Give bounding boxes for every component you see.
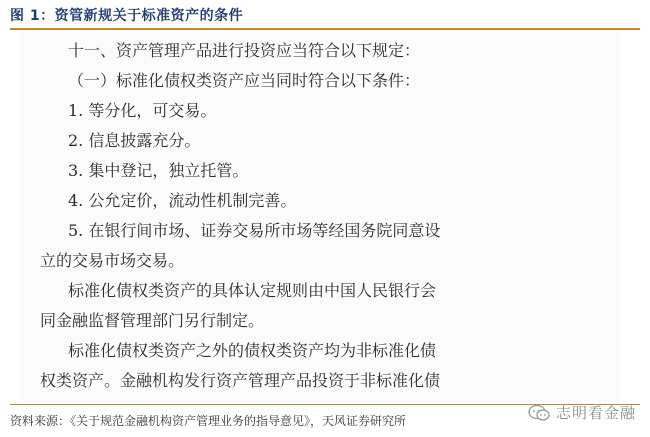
watermark	[528, 402, 636, 423]
doc-line-7: 5. 在银行间市场、证券交易所市场等经国务院同意设	[68, 221, 441, 240]
doc-line-6: 4. 公允定价，流动性机制完善。	[68, 191, 297, 210]
title-divider	[10, 28, 640, 30]
doc-line-10: 同金融监督管理部门另行制定。	[40, 311, 265, 330]
doc-line-5: 3. 集中登记，独立托管。	[68, 161, 249, 180]
source-note: 资料来源：《关于规范金融机构资产管理业务的指导意见》，天风证券研究所	[10, 414, 407, 428]
doc-line-11: 标准化债权类资产之外的债权类资产均为非标准化债	[68, 341, 437, 360]
doc-line-9: 标准化债权类资产的具体认定规则由中国人民银行会	[68, 281, 437, 300]
doc-line-8: 立的交易市场交易。	[40, 251, 185, 270]
wechat-icon	[528, 404, 550, 422]
doc-line-3: 1. 等分化，可交易。	[68, 101, 217, 120]
doc-line-12: 权类资产。金融机构发行资产管理产品投资于非标准化债	[40, 371, 441, 390]
doc-line-2: （一）标准化债权类资产应当同时符合以下条件：	[68, 71, 421, 90]
watermark-text: 志明看金融	[555, 404, 636, 422]
regulation-text	[40, 36, 508, 396]
doc-line-1: 十一、资产管理产品进行投资应当符合以下规定：	[68, 41, 421, 60]
figure-title: 图 1：资管新规关于标准资产的条件	[10, 8, 244, 24]
doc-line-4: 2. 信息披露充分。	[68, 131, 201, 150]
